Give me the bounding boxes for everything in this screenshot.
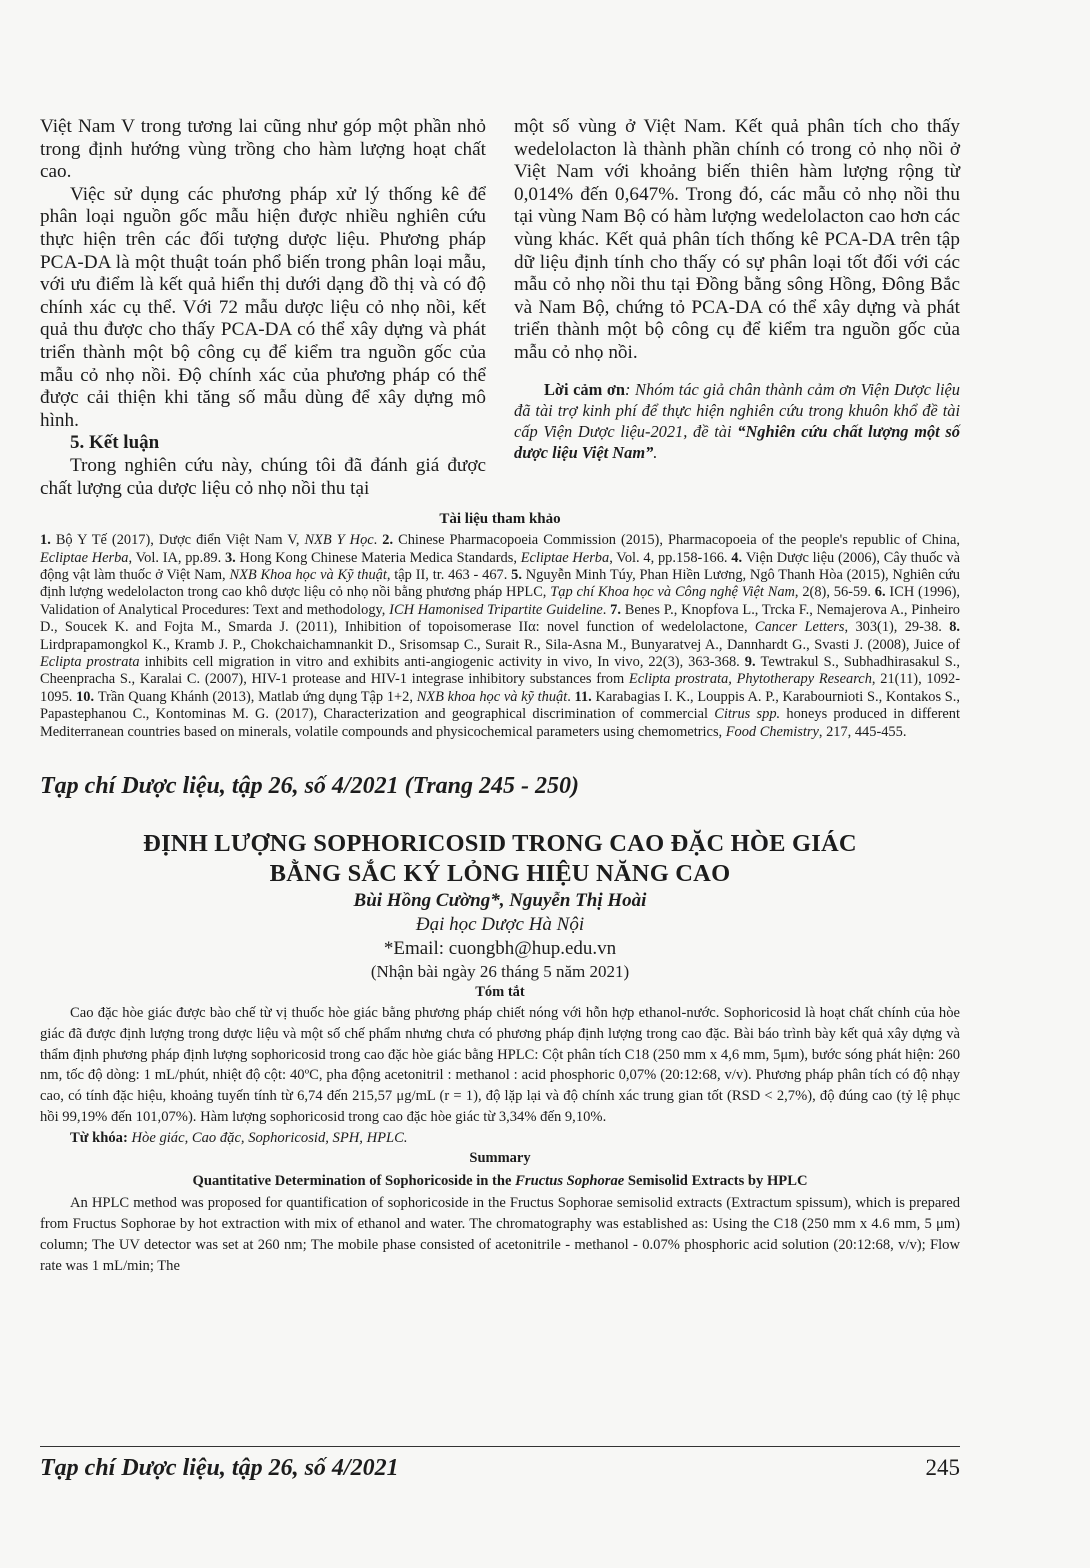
reference-tail: , 2(8), 56-59. bbox=[794, 584, 875, 601]
acknowledgement bbox=[514, 379, 960, 463]
reference-tail: . bbox=[602, 601, 611, 618]
institution: Đại học Dược Hà Nội bbox=[415, 913, 585, 935]
footer-rule bbox=[40, 1446, 960, 1447]
reference-number: 9. bbox=[744, 653, 761, 670]
reference-text: Hong Kong Chinese Materia Medica Standards, bbox=[239, 549, 521, 566]
right-column bbox=[514, 116, 960, 500]
english-title-part: Quantitative Determination of Sophoricoside in the bbox=[192, 1172, 516, 1189]
reference-source: Ecliptae Herba bbox=[520, 549, 610, 566]
paragraph: Trong nghiên cứu này, chúng tôi đã đánh giá được chất lượng của dược liệu cỏ nhọ nồi thu tại bbox=[40, 454, 486, 499]
reference-item bbox=[40, 532, 382, 548]
reference-number: 2. bbox=[382, 532, 399, 549]
reference-number: 10. bbox=[76, 688, 98, 705]
reference-source: Eclipta prostrata, Phytotherapy Research bbox=[628, 671, 872, 688]
reference-tail: , 217, 445-455. bbox=[818, 723, 907, 740]
reference-item bbox=[726, 724, 907, 740]
authors: Bùi Hồng Cường*, Nguyễn Thị Hoài bbox=[353, 889, 647, 911]
reference-item bbox=[76, 689, 574, 705]
paragraph: Việc sử dụng các phương pháp xử lý thống kê để phân loại nguồn gốc mẫu hiện được nhiều nghiên cứu thực hiện trên các đối tượng dược liệu. Phương pháp PCA-DA là một thuật toán phổ biến trong phân loại mẫu, với ưu điểm là kết quả hiển thị dưới dạng đồ thị và có độ chính xác cụ thể. Với 72 mẫu dược liệu cỏ nhọ nồi, kết quả thu được cho thấy PCA-DA có thể xây dựng và phát triển thành một bộ công cụ để kiểm tra nguồn gốc của mẫu cỏ nhọ nồi. Độ chính xác của phương pháp có thể được cải thiện khi tăng số mẫu dùng để xây dựng mô hình. bbox=[40, 183, 486, 431]
reference-text: Lirdprapamongkol K., Kramb J. P., Chokchaichamnankit D., Srisomsap C., Surait R., Sila-Asna M., Bunyaratvej A., Dannhardt G., Svasti J. (2008), Juice of bbox=[40, 636, 960, 653]
footer-journal: Tạp chí Dược liệu, tập 26, số 4/2021 bbox=[40, 1455, 399, 1481]
acknowledgement-end: . bbox=[653, 442, 658, 462]
acknowledgement-project: “Nghiên cứu chất lượng một số dược liệu Việt Nam” bbox=[514, 421, 960, 462]
reference-text: Tewtrakul S., Subhadhirasakul S., Cheenpracha S., Karalai C. (2007), HIV-1 protease and HIV-1 integrase inhibitory substances from bbox=[40, 653, 960, 688]
reference-source: NXB khoa học và kỹ thuật bbox=[416, 688, 568, 705]
acknowledgement-text: : Nhóm tác giả chân thành cảm ơn Viện Dược liệu đã tài trợ kinh phí để thực hiện nghiên cứu trong khuôn khổ đề tài cấp Viện Dược liệu-2021, đề tài bbox=[514, 379, 960, 441]
summary-title: Summary bbox=[469, 1149, 531, 1166]
reference-text: Nguyễn Minh Túy, Phan Hiền Lương, Ngô Thanh Hòa (2015), Nghiên cứu định lượng wedelolacton trong cao khô dược liệu cỏ nhọ nồi bằng phương pháp HPLC, bbox=[40, 566, 961, 601]
reference-number: 6. bbox=[874, 584, 890, 601]
journal-citation: Tạp chí Dược liệu, tập 26, số 4/2021 (Trang 245 - 250) bbox=[40, 772, 580, 799]
section-heading: 5. Kết luận bbox=[70, 432, 160, 454]
acknowledgement-label: Lời cảm ơn bbox=[544, 379, 626, 399]
abstract-text: Cao đặc hòe giác được bào chế từ vị thuốc hòe giác bằng phương pháp chiết nóng với hỗn hợp ethanol-nước. Sophoricosid là hoạt chất chính của hòe giác đã được định lượng trong dược liệu và một số chế phẩm nhưng chưa có phương pháp định lượng trong cao đặc. Bài báo trình bày kết quả xây dựng và thẩm định phương pháp định lượng sophoricosid trong cao đặc hòe giác bằng HPLC: Cột phân tích C18 (250 mm x 4,6 mm, 5μm), bước sóng phát hiện: 260 nm, tốc độ dòng: 1 mL/phút, nhiệt độ cột: 40ºC, pha động acetonitril : methanol : acid phosphoric 0,07% (20:12:68, v/v). Phương pháp phân tích có độ nhạy cao, có tính đặc hiệu, khoảng tuyến tính từ 6,74 đến 215,57 μg/mL (r = 1), độ lặp lại và độ chính xác trung gian tốt (RSD < 2,7%), độ đúng cao (tỷ lệ phục hồi 99,19% đến 101,07%). Hàm lượng sophoricosid trong cao đặc hòe giác từ 3,34% đến 9,10%. bbox=[40, 1004, 960, 1125]
reference-text: ICH (1996), Validation of Analytical Procedures: Text and methodology, bbox=[40, 584, 961, 618]
article-title-line: BẰNG SẮC KÝ LỎNG HIỆU NĂNG CAO bbox=[269, 859, 731, 887]
page-number: 245 bbox=[925, 1455, 960, 1480]
reference-source: Food Chemistry bbox=[725, 723, 819, 740]
reference-source: NXB Khoa học và Kỹ thuật bbox=[229, 566, 387, 583]
received-date: (Nhận bài ngày 26 tháng 5 năm 2021) bbox=[370, 961, 630, 981]
page-footer bbox=[40, 1455, 960, 1482]
left-column bbox=[40, 116, 486, 500]
reference-source: Citrus spp. bbox=[714, 706, 781, 723]
paragraph: Việt Nam V trong tương lai cũng như góp một phần nhỏ trong định hướng vùng trồng cho hàm lượng hoạt chất cao. bbox=[40, 116, 486, 183]
reference-text: Chinese Pharmacopoeia Commission (2015), Pharmacopoeia of the people's republic of China, bbox=[398, 532, 961, 549]
english-abstract: An HPLC method was proposed for quantification of sophoricoside in the Fructus Sophorae semisolid extracts (Extractum spissum), which is prepared from Fructus Sophorae by hot extraction with mix of ethanol and water. The chromatography was established as: Using the C18 (250 mm x 4.6 mm, 5 μm) column; The UV detector was set at 260 nm; The mobile phase consisted of acetonitrile - methanol - 0.07% phosphoric acid solution (20:12:68, v/v); Flow rate was 1 mL/min; The bbox=[40, 1195, 960, 1274]
reference-text: Viện Dược liệu (2006), Cây thuốc và động vật làm thuốc ở Việt Nam, bbox=[40, 549, 961, 583]
reference-source: NXB Y Học bbox=[304, 532, 374, 549]
reference-source: Eclipta prostrata bbox=[40, 653, 140, 670]
reference-text: Benes P., Knopfova L., Trcka F., Nemajerova A., Pinheiro D., Soucek K. and Fojta M., Smarda J. (2011), Inhibition of topoisomerase IIα: novel function of wedelolactone, bbox=[40, 601, 961, 636]
reference-tail: honeys produced in different Mediterranean countries based on minerals, volatile compounds and physicochemical parameters using chemometrics, bbox=[40, 706, 960, 740]
paragraph: một số vùng ở Việt Nam. Kết quả phân tích cho thấy wedelolacton là thành phần chính có trong cỏ nhọ nồi ở Việt Nam với khoảng biến thiên hàm lượng rộng từ 0,014% đến 0,647%. Trong đó, các mẫu cỏ nhọ nồi thu tại vùng Nam Bộ có hàm lượng wedelolacton cao hơn các vùng khác. Kết quả phân tích thống kê PCA-DA trên tập dữ liệu định tính cho thấy có sự phân loại tốt đối với các mẫu cỏ nhọ nồi thu tại Đồng bằng sông Hồng, Đông Bắc và Nam Bộ, chứng tỏ PCA-DA có thể xây dựng và phát triển thành một bộ công cụ để kiểm tra nguồn gốc của mẫu cỏ nhọ nồi. bbox=[514, 116, 960, 363]
reference-number: 1. bbox=[40, 532, 56, 549]
reference-number: 11. bbox=[574, 688, 596, 705]
english-title bbox=[40, 1171, 960, 1192]
reference-tail: , tập II, tr. 463 - 467. bbox=[386, 566, 512, 583]
reference-tail: inhibits cell migration in vitro and exhibits anti-angiogenic activity in vivo, In vivo, 22(3), 363-368. bbox=[139, 653, 745, 670]
english-title-part: Semisolid Extracts by HPLC bbox=[624, 1172, 808, 1189]
keywords bbox=[40, 1128, 960, 1149]
reference-item bbox=[225, 550, 731, 566]
reference-text: Bộ Y Tế (2017), Dược điển Việt Nam V, bbox=[55, 532, 305, 549]
reference-number: 3. bbox=[224, 549, 240, 566]
reference-tail: . bbox=[373, 532, 383, 549]
reference-tail: , Vol. IA, pp.89. bbox=[128, 549, 225, 566]
keywords-label: Từ khóa: bbox=[70, 1129, 132, 1146]
reference-text: Trần Quang Khánh (2013), Matlab ứng dụng Tập 1+2, bbox=[97, 688, 417, 705]
keywords-list: Hòe giác, Cao đặc, Sophoricosid, SPH, HPLC. bbox=[131, 1129, 408, 1146]
reference-number: 5. bbox=[511, 566, 526, 583]
author-email: *Email: cuongbh@hup.edu.vn bbox=[383, 937, 617, 959]
two-column-body bbox=[40, 116, 960, 500]
reference-tail: , Vol. 4, pp.158-166. bbox=[609, 549, 732, 566]
reference-source: Tạp chí Khoa học và Công nghệ Việt Nam bbox=[550, 584, 795, 601]
reference-number: 8. bbox=[949, 619, 961, 636]
page-body bbox=[40, 116, 960, 1277]
reference-number: 7. bbox=[610, 601, 625, 618]
reference-text: Karabagias I. K., Louppis A. P., Karabournioti S., Kontakos S., Papastephanou C., Kontominas M. G. (2017), Characterization and geographical discrimination of commercial bbox=[40, 688, 960, 723]
abstract-title: Tóm tắt bbox=[475, 983, 525, 1000]
reference-tail: . bbox=[567, 688, 575, 705]
article-title-line: ĐỊNH LƯỢNG SOPHORICOSID TRONG CAO ĐẶC HÒE GIÁC bbox=[143, 829, 857, 857]
references-list bbox=[40, 532, 960, 741]
english-title-italic: Fructus Sophorae bbox=[515, 1172, 625, 1189]
reference-source: Ecliptae Herba bbox=[40, 549, 129, 566]
reference-number: 4. bbox=[731, 549, 746, 566]
reference-tail: , 303(1), 29-38. bbox=[844, 619, 950, 636]
references-title: Tài liệu tham khảo bbox=[439, 511, 561, 528]
reference-source: ICH Hamonised Tripartite Guideline bbox=[389, 601, 603, 618]
article-title bbox=[40, 829, 960, 889]
reference-tail: , 21(11), 1092-1095. bbox=[40, 671, 960, 705]
reference-source: Cancer Letters bbox=[754, 619, 845, 636]
